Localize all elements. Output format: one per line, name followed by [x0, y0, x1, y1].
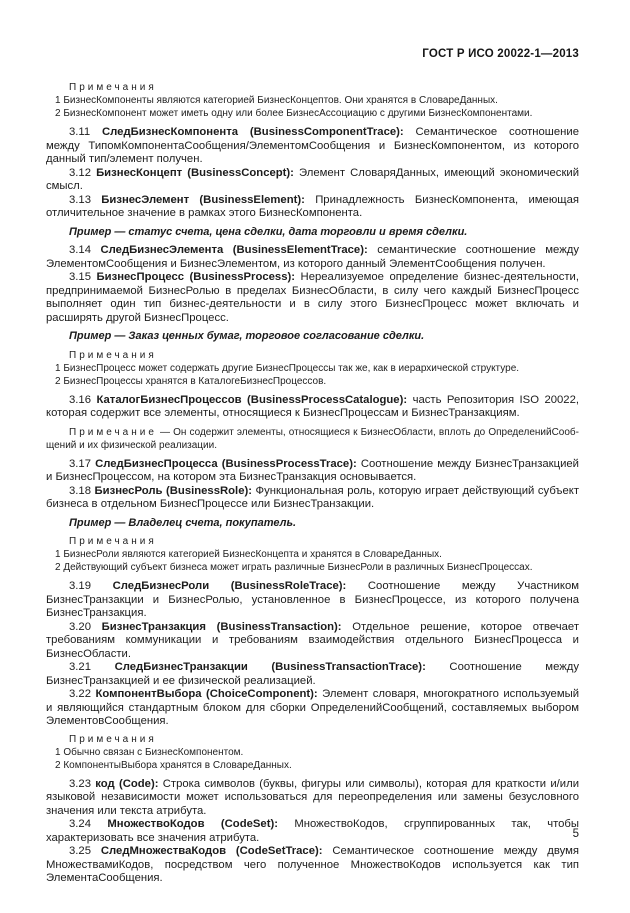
term-number: 3.13	[69, 193, 91, 206]
term-name: СледМножестваКодов (CodeSetTrace):	[100, 845, 323, 857]
term-definition-text: Элемент СловаряДанных, имеющий экономический смысл.	[46, 166, 580, 192]
term-number: 3.21	[69, 661, 91, 673]
term-definition-text: Соотношение между БизнесТранзакцией и БизнесПроцессом, на котором эта БизнесТранзакция основывается.	[46, 457, 579, 483]
term-definition-text: семантические соотношение между ЭлементомСообщения и БизнесЭлементом, из которого данный ЭлементСообщения получен.	[46, 244, 579, 270]
term-name: СледБизнесТранзакции (BusinessTransactionTrace):	[114, 661, 426, 673]
term-number: 3.17	[69, 457, 91, 470]
note-item: 1 БизнесРоли являются категорией БизнесКонцепта и хранятся в СловареДанных.	[55, 549, 442, 560]
term-definition-text: Элемент словаря, многократного используемый и являющийся стандартным блоком для сборки ОпределенийСообщений, составляемых выбором ЭлементовСообщения.	[46, 688, 580, 727]
term-name: СледБизнесПроцесса (BusinessProcessTrace):	[95, 457, 357, 470]
page-number: 5	[572, 828, 579, 840]
term-definition	[46, 778, 579, 819]
notes-block	[46, 535, 579, 574]
term-definition	[46, 621, 579, 662]
notes-block	[46, 81, 579, 120]
note-item: 1 БизнесКомпоненты являются категорией БизнесКонцептов. Они хранятся в СловареДанных.	[55, 95, 498, 106]
term-definition-text: Функциональная роль, которую играет действующий субъект бизнеса в отдельном БизнесПроцессе или БизнесТранзакции.	[46, 484, 579, 510]
term-definition	[46, 458, 579, 485]
term-definition	[46, 126, 579, 167]
notes-block	[46, 349, 579, 388]
term-definition-text: Семантическое соотношение между ТипомКомпонентаСообщения/ЭлементомСообщения и БизнесКомпонентом, из которого данный тип/элемент получен.	[46, 126, 579, 165]
notes-label: Примечания	[69, 733, 157, 745]
notes-label: Примечания	[69, 349, 157, 361]
term-name: СледБизнесКомпонента (BusinessComponentTrace):	[102, 126, 404, 138]
term-name: СледБизнесЭлемента (BusinessElementTrace):	[100, 244, 368, 256]
notes-label: Примечания	[69, 82, 157, 93]
note-item: 1 БизнесПроцесс может содержать другие БизнесПроцессы так же, как в иерархической структуре.	[55, 362, 520, 374]
term-name: МножествоКодов (CodeSet):	[107, 818, 278, 830]
term-name: КаталогБизнесПроцессов (BusinessProcessCatalogue):	[96, 393, 408, 406]
term-definition	[46, 580, 579, 621]
note-single	[46, 426, 579, 452]
term-number: 3.20	[69, 620, 91, 633]
term-number: 3.12	[69, 166, 91, 179]
term-definition-text: Семантическое соотношение между двумя МножествамиКодов, посредством чего полученное МножествоКодов используется как тип ЭлементаСообщения.	[46, 845, 580, 884]
term-number: 3.11	[69, 126, 91, 138]
term-definition-text: Принадлежность БизнесКомпонента, имеющая отличительное значение в рамках этого БизнесКомпонента.	[46, 193, 579, 219]
note-label: Примечание	[69, 426, 157, 438]
note-item: 2 БизнесПроцессы хранятся в КаталогеБизнесПроцессов.	[55, 375, 327, 387]
term-name: БизнесТранзакция (BusinessTransaction):	[101, 620, 342, 633]
term-definition	[46, 167, 579, 194]
term-number: 3.23	[69, 777, 91, 790]
term-name: код (Code):	[95, 777, 159, 790]
term-number: 3.25	[69, 845, 91, 857]
term-definition-text: МножествоКодов, сгруппированных так, чтобы характеризовать все значения атрибута.	[46, 818, 580, 844]
term-definition	[46, 688, 579, 729]
term-definition-text: Отдельное решение, которое отвечает требованиям коммуникации и требованиям взаимодействия отдельного БизнесПроцесса и БизнесОбласти.	[46, 620, 579, 660]
term-number: 3.16	[69, 393, 91, 406]
note-item: 1 Обычно связан с БизнесКомпонентом.	[55, 746, 244, 758]
example-text: Пример — Владелец счета, покупатель.	[69, 516, 297, 529]
term-name: СледБизнесРоли (BusinessRoleTrace):	[112, 580, 347, 592]
notes-block	[46, 733, 579, 772]
term-number: 3.15	[69, 271, 91, 283]
example-text: Пример — Заказ ценных бумаг, торговое согласование сделки.	[69, 330, 425, 342]
term-definition	[46, 845, 579, 886]
standard-number-header: ГОСТ Р ИСО 20022-1—2013	[422, 48, 579, 60]
term-number: 3.24	[69, 818, 91, 830]
example-text: Пример — статус счета, цена сделки, дата торговли и время сделки.	[69, 225, 468, 238]
term-name: БизнесЭлемент (BusinessElement):	[101, 193, 305, 206]
notes-label: Примечания	[69, 536, 157, 547]
term-name: КомпонентВыбора (ChoiceComponent):	[95, 688, 318, 700]
term-definition-text: Соотношение между БизнесТранзакцией и ее физической реализацией.	[46, 661, 580, 687]
term-definition	[46, 271, 579, 325]
term-number: 3.14	[69, 244, 91, 256]
term-number: 3.22	[69, 688, 91, 700]
note-item: 2 Действующий субъект бизнеса может играть различные БизнесРоли в различных БизнесПроцессах.	[55, 562, 533, 573]
term-definition-text: Соотношение между Участником БизнесТранзакции и БизнесРолью, установленное в БизнесПроцессе, из которого получена БизнесТранзакция.	[46, 580, 579, 619]
term-number: 3.19	[69, 580, 91, 592]
term-definition	[46, 194, 579, 221]
term-definition	[46, 244, 579, 271]
term-definition	[46, 485, 579, 512]
term-definition-text: Строка символов (буквы, фигуры или символы), которая для краткости и/или языковой независимости может использоваться для переопределения или замены безусловного значения или текста атрибута.	[46, 777, 580, 817]
note-item: 2 КомпонентыВыбора хранятся в СловареДанных.	[55, 759, 292, 771]
term-definition-text: Нереализуемое определение бизнес-деятельности, предпринимаемой БизнесРолью в пределах БизнесОбласти, в силу чего каждый БизнесПроцесс выполняет один тип бизнес-деятельности и в силу этого БизнесПроцесс может включать и расширять другой БизнесПроцесс.	[46, 271, 579, 324]
note-item: 2 БизнесКомпонент может иметь одну или более БизнесАссоциацию с другими БизнесКомпонентами.	[55, 108, 533, 119]
term-definition-text: часть Репозитория ISO 20022, которая содержит все элементы, относящиеся к БизнесПроцессам и БизнесТранзакциям.	[46, 393, 580, 419]
term-name: БизнесРоль (BusinessRole):	[94, 484, 252, 497]
term-definition	[46, 394, 579, 421]
term-name: БизнесКонцепт (BusinessConcept):	[96, 166, 294, 179]
document-content	[46, 77, 579, 886]
term-number: 3.18	[69, 484, 91, 497]
note-text: — Он содержит элементы, относящиеся к БизнесОбласти, вплоть до ОпределенийСообщений и их физической реализации.	[46, 426, 579, 451]
term-name: БизнесПроцесс (BusinessProcess):	[96, 271, 296, 283]
term-definition	[46, 661, 579, 688]
